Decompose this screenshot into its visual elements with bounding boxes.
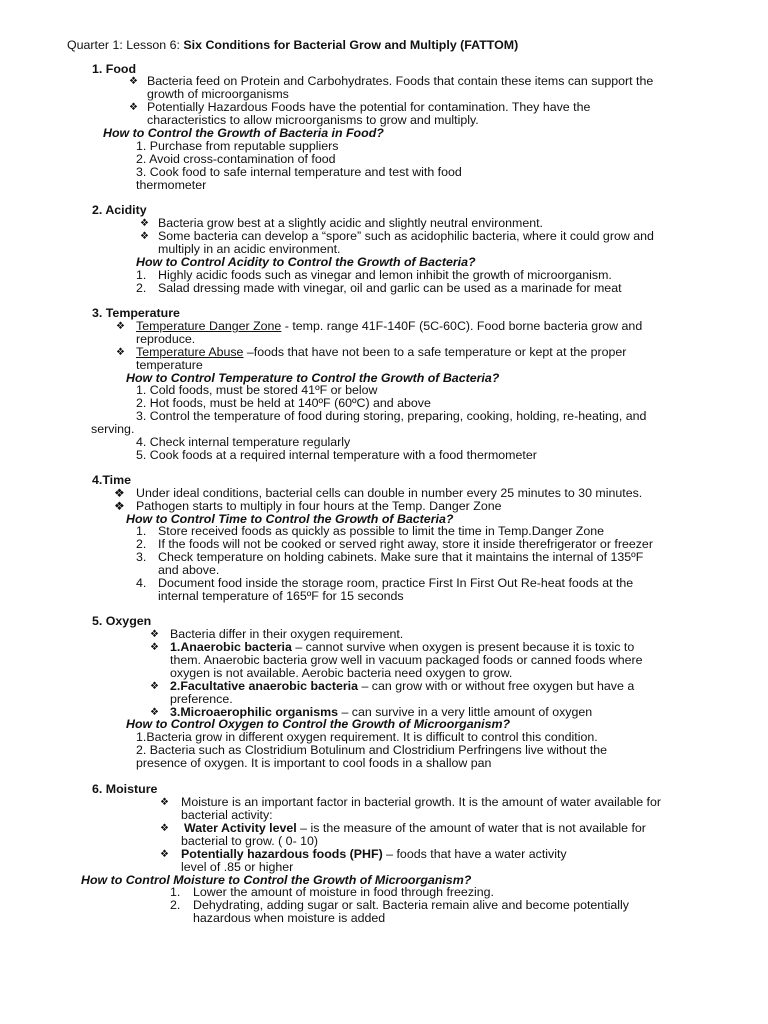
temperature-danger-zone-term: Temperature Danger Zone	[136, 319, 282, 333]
diamond-bullet-icon: ❖	[150, 629, 159, 640]
moisture-bullet-2-cont: bacterial to grow. ( 0- 10)	[181, 834, 319, 848]
time-step-2: If the foods will not be cooked or served right away, store it inside therefrigerator or freezer	[158, 537, 653, 551]
temperature-step-3: 3. Control the temperature of food during storing, preparing, cooking, holding, re-heating, and	[136, 409, 647, 423]
temperature-bullet-2-cont: temperature	[136, 358, 203, 372]
acidity-step-1-num: 1.	[136, 268, 147, 282]
diamond-bullet-icon: ❖	[129, 102, 138, 113]
temperature-bullet-2	[136, 346, 626, 359]
anaerobic-term: 1.Anaerobic bacteria	[170, 640, 292, 654]
food-bullet-2-cont: characteristics to allow microorganisms to grow and multiply.	[147, 113, 479, 127]
microaerophilic-term: 3.Microaerophilic organisms	[170, 705, 339, 719]
temperature-bullet-2-text: –foods that have not been to a safe temperature or kept at the proper	[243, 345, 627, 359]
acidity-step-2-num: 2.	[136, 281, 147, 295]
moisture-step-2-num: 2.	[170, 898, 181, 912]
section-heading-oxygen: 5. Oxygen	[92, 614, 152, 628]
food-step-3-cont: thermometer	[136, 178, 207, 192]
diamond-bullet-icon: ❖	[114, 486, 125, 500]
moisture-step-2-cont: hazardous when moisture is added	[193, 911, 386, 925]
acidity-step-1: Highly acidic foods such as vinegar and lemon inhibit the growth of microorganism.	[158, 268, 612, 282]
diamond-bullet-icon: ❖	[150, 681, 159, 692]
food-step-2: 2. Avoid cross-contamination of food	[136, 152, 336, 166]
food-step-1: 1. Purchase from reputable suppliers	[136, 139, 339, 153]
food-bullet-1: Bacteria feed on Protein and Carbohydrates. Foods that contain these items can support the	[147, 74, 654, 88]
food-bullet-1-cont: growth of microorganisms	[147, 87, 289, 101]
food-control-heading: How to Control the Growth of Bacteria in Food?	[103, 126, 384, 140]
moisture-bullet-2-text: – is the measure of the amount of water that is not available for	[296, 821, 646, 835]
time-step-3: Check temperature on holding cabinets. Make sure that it maintains the internal of 135ºF	[158, 550, 644, 564]
diamond-bullet-icon: ❖	[114, 499, 125, 513]
temperature-step-5: 5. Cook foods at a required internal temperature with a food thermometer	[136, 448, 537, 462]
section-heading-food: 1. Food	[92, 62, 137, 76]
temperature-step-1: 1. Cold foods, must be stored 41ºF or below	[136, 383, 378, 397]
oxygen-bullet-1: Bacteria differ in their oxygen requirement.	[170, 627, 404, 641]
moisture-bullet-3-text: – foods that have a water activity	[382, 847, 567, 861]
time-step-1: Store received foods as quickly as possible to limit the time in Temp.Danger Zone	[158, 524, 605, 538]
title-prefix: Quarter 1: Lesson 6:	[67, 38, 184, 52]
temperature-bullet-1-cont: reproduce.	[136, 332, 196, 346]
food-step-3: 3. Cook food to safe internal temperature and test with food	[136, 165, 462, 179]
diamond-bullet-icon: ❖	[140, 231, 149, 242]
temperature-bullet-1	[136, 320, 642, 333]
oxygen-bullet-4-text: – can survive in a very little amount of oxygen	[338, 705, 593, 719]
oxygen-bullet-2-text: – cannot survive when oxygen is present because it is toxic to	[291, 640, 635, 654]
time-step-1-num: 1.	[136, 524, 147, 538]
time-control-heading: How to Control Time to Control the Growth of Bacteria?	[126, 512, 454, 526]
diamond-bullet-icon: ❖	[160, 823, 169, 834]
time-step-2-num: 2.	[136, 537, 147, 551]
diamond-bullet-icon: ❖	[116, 321, 125, 332]
diamond-bullet-icon: ❖	[140, 218, 149, 229]
temperature-step-4: 4. Check internal temperature regularly	[136, 435, 351, 449]
diamond-bullet-icon: ❖	[160, 797, 169, 808]
water-activity-term: Water Activity level	[184, 821, 297, 835]
moisture-step-1-num: 1.	[170, 885, 181, 899]
acidity-control-heading: How to Control Acidity to Control the Growth of Bacteria?	[136, 255, 476, 269]
section-heading-time: 4.Time	[92, 473, 132, 487]
diamond-bullet-icon: ❖	[150, 707, 159, 718]
food-bullet-2: Potentially Hazardous Foods have the potential for contamination. They have the	[147, 100, 591, 114]
moisture-bullet-3-cont: level of .85 or higher	[181, 860, 294, 874]
oxygen-bullet-3	[170, 680, 634, 693]
oxygen-bullet-2-cont-2: oxygen is not available. Aerobic bacteria need oxygen to grow.	[170, 666, 513, 680]
moisture-bullet-1-cont: bacterial activity:	[181, 808, 273, 822]
oxygen-step-2: 2. Bacteria such as Clostridium Botulinum and Clostridium Perfringens live without the	[136, 743, 608, 757]
oxygen-bullet-3-cont: preference.	[170, 692, 233, 706]
diamond-bullet-icon: ❖	[150, 642, 159, 653]
acidity-step-2: Salad dressing made with vinegar, oil and garlic can be used as a marinade for meat	[158, 281, 622, 295]
acidity-bullet-2-cont: multiply in an acidic environment.	[158, 242, 341, 256]
section-heading-acidity: 2. Acidity	[92, 203, 147, 217]
time-step-3-num: 3.	[136, 550, 147, 564]
moisture-bullet-1: Moisture is an important factor in bacterial growth. It is the amount of water available for	[181, 795, 662, 809]
temperature-step-3-cont: serving.	[91, 422, 135, 436]
oxygen-control-heading: How to Control Oxygen to Control the Growth of Microorganism?	[126, 717, 511, 731]
facultative-term: 2.Facultative anaerobic bacteria	[170, 679, 359, 693]
time-step-4: Document food inside the storage room, practice First In First Out Re-heat foods at the	[158, 576, 634, 590]
temperature-step-2: 2. Hot foods, must be held at 140ºF (60ºC) and above	[136, 396, 431, 410]
moisture-step-2: Dehydrating, adding sugar or salt. Bacteria remain alive and become potentially	[193, 898, 629, 912]
time-bullet-1: Under ideal conditions, bacterial cells can double in number every 25 minutes to 30 minutes.	[136, 486, 643, 500]
temperature-bullet-1-text: - temp. range 41F-140F (5C-60C). Food borne bacteria grow and	[281, 319, 643, 333]
section-heading-moisture: 6. Moisture	[92, 782, 158, 796]
title-bold: Six Conditions for Bacterial Grow and Multiply (FATTOM)	[183, 38, 519, 52]
oxygen-step-1: 1.Bacteria grow in different oxygen requirement. It is difficult to control this condition.	[136, 730, 598, 744]
acidity-bullet-2: Some bacteria can develop a “spore” such as acidophilic bacteria, where it could grow and	[158, 229, 654, 243]
page-title	[67, 39, 518, 52]
oxygen-bullet-3-text: – can grow with or without free oxygen but have a	[358, 679, 635, 693]
temperature-abuse-term: Temperature Abuse	[136, 345, 244, 359]
section-heading-temperature: 3. Temperature	[92, 306, 180, 320]
diamond-bullet-icon: ❖	[129, 76, 138, 87]
time-step-4-num: 4.	[136, 576, 147, 590]
moisture-step-1: Lower the amount of moisture in food through freezing.	[193, 885, 494, 899]
time-bullet-2: Pathogen starts to multiply in four hours at the Temp. Danger Zone	[136, 499, 502, 513]
diamond-bullet-icon: ❖	[160, 849, 169, 860]
oxygen-bullet-2-cont-1: them. Anaerobic bacteria grow well in vacuum packaged foods or canned foods where	[170, 653, 643, 667]
oxygen-step-2-cont: presence of oxygen. It is important to cool foods in a shallow pan	[136, 756, 492, 770]
diamond-bullet-icon: ❖	[116, 347, 125, 358]
moisture-control-heading: How to Control Moisture to Control the Growth of Microorganism?	[81, 873, 472, 887]
temperature-control-heading: How to Control Temperature to Control the Growth of Bacteria?	[126, 371, 500, 385]
time-step-4-cont: internal temperature of 165ºF for 15 seconds	[158, 589, 404, 603]
acidity-bullet-1: Bacteria grow best at a slightly acidic and slightly neutral environment.	[158, 216, 543, 230]
time-step-3-cont: and above.	[158, 563, 220, 577]
phf-term: Potentially hazardous foods (PHF)	[181, 847, 383, 861]
